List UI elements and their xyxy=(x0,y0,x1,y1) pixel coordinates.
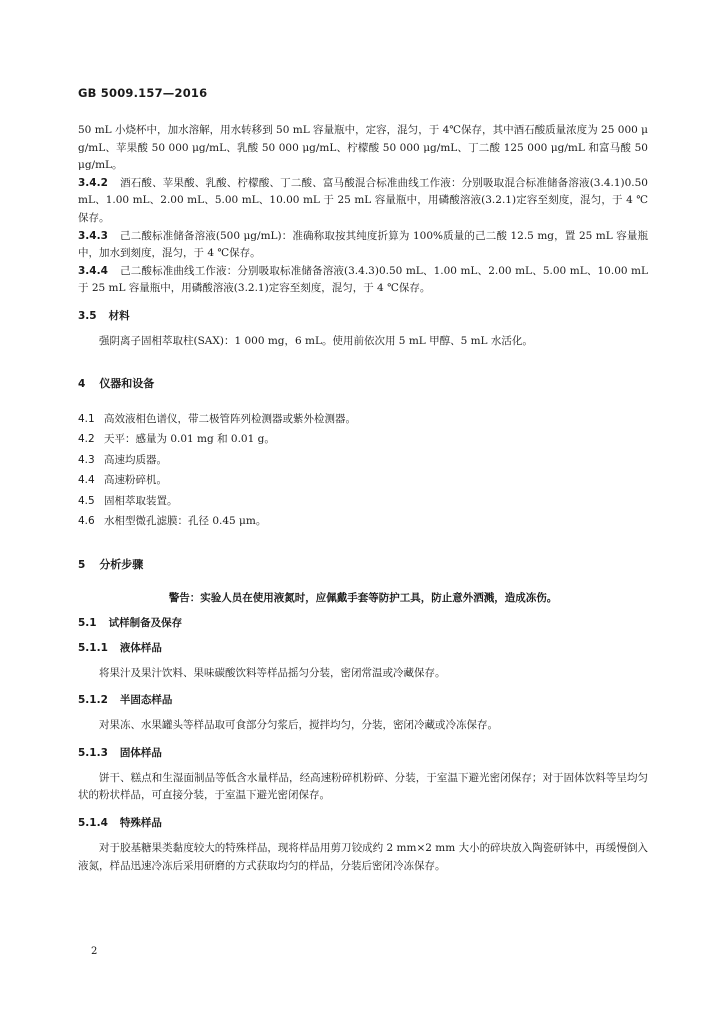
item-number: 4.5 xyxy=(78,494,95,507)
section-number: 3.5 xyxy=(78,309,97,322)
section-number: 5.1.3 xyxy=(78,746,108,759)
standard-code-header: GB 5009.157—2016 xyxy=(78,86,208,100)
item-text: 高速均质器。 xyxy=(104,453,167,466)
section-title: 材料 xyxy=(108,309,130,322)
clause-3-4-2 xyxy=(78,175,648,228)
clause-text: 己二酸标准曲线工作液：分别吸取标准储备溶液(3.4.3)0.50 mL、1.00 mL、2.00 mL、5.00 mL、10.00 mL 于 25 mL 容量瓶中，用磷酸溶液(3.2.1)定容至刻度，混匀，于 4 ℃保存。 xyxy=(78,264,648,295)
item-number: 4.1 xyxy=(78,412,95,425)
item-text: 高速粉碎机。 xyxy=(104,474,167,487)
sample-text-solid: 饼干、糕点和生湿面制品等低含水量样品，经高速粉碎机粉碎、分装，于室温下避光密闭保存；对于固体饮料等呈均匀状的粉状样品，可直接分装，于室温下避光密闭保存。 xyxy=(78,771,648,802)
item-number: 4.4 xyxy=(78,474,95,487)
sample-text-liquid: 将果汁及果汁饮料、果味碳酸饮料等样品摇匀分装，密闭常温或冷藏保存。 xyxy=(99,666,446,679)
sample-text-special: 对于胶基糖果类黏度较大的特殊样品，现将样品用剪刀铰成约 2 mm×2 mm 大小的碎块放入陶瓷研钵中，再缓慢倒入液氮，样品迅速冷冻后采用研磨的方式获取均匀的样品，分装后密闭冷冻保存。 xyxy=(78,841,648,872)
instruments-heading xyxy=(78,375,648,391)
warning-text: 警告：实验人员在使用液氮时，应佩戴手套等防护工具，防止意外洒溅，造成冻伤。 xyxy=(168,591,558,604)
continuation-paragraph: 50 mL 小烧杯中，加水溶解，用水转移到 50 mL 容量瓶中，定容，混匀，于 4℃保存，其中酒石酸质量浓度为 25 000 μg/mL、苹果酸 50 000 μg/mL、乳酸 50 000 μg/mL、柠檬酸 50 000 μg/mL、丁二酸 125 000 μg/mL 和富马酸 50 μg/mL。 xyxy=(78,124,648,172)
list-item xyxy=(78,450,648,471)
item-number: 4.3 xyxy=(78,453,95,466)
section-title: 固体样品 xyxy=(119,746,162,759)
clause-number: 3.4.3 xyxy=(78,229,108,242)
item-text: 高效液相色谱仪，带二极管阵列检测器或紫外检测器。 xyxy=(104,412,356,425)
list-item xyxy=(78,491,648,512)
clause-text: 酒石酸、苹果酸、乳酸、柠檬酸、丁二酸、富马酸混合标准曲线工作液：分别吸取混合标准储备溶液(3.4.1)0.50 mL、1.00 mL、2.00 mL、5.00 mL、10.00 mL 于 25 mL 容量瓶中，用磷酸溶液(3.2.1)定容至刻度，混匀，于 4 ℃保存。 xyxy=(78,176,648,224)
list-item xyxy=(78,511,648,532)
item-text: 固相萃取装置。 xyxy=(104,494,178,507)
list-item xyxy=(78,409,648,430)
clause-3-4-3 xyxy=(78,228,648,263)
sample-heading-solid xyxy=(78,745,648,760)
clause-text: 己二酸标准储备溶液(500 μg/mL)：准确称取按其纯度折算为 100%质量的己二酸 12.5 mg，置 25 mL 容量瓶中，加水到刻度，混匀，于 4 ℃保存。 xyxy=(78,229,648,260)
sample-heading-special xyxy=(78,815,648,830)
section-title: 分析步骤 xyxy=(99,557,144,571)
list-item xyxy=(78,470,648,491)
section-title: 仪器和设备 xyxy=(99,376,155,390)
sample-heading-liquid xyxy=(78,640,648,655)
analysis-heading xyxy=(78,556,648,572)
section-title: 半固态样品 xyxy=(119,694,173,707)
sample-text-semisolid: 对果冻、水果罐头等样品取可食部分匀浆后，搅拌均匀，分装，密闭冷藏或冷冻保存。 xyxy=(99,719,498,732)
sample-heading-semisolid xyxy=(78,692,648,707)
clause-number: 3.4.4 xyxy=(78,264,108,277)
page-number: 2 xyxy=(91,946,98,957)
sample-prep-heading xyxy=(78,615,648,630)
item-text: 天平：感量为 0.01 mg 和 0.01 g。 xyxy=(104,433,275,446)
item-number: 4.2 xyxy=(78,433,95,446)
section-title: 特殊样品 xyxy=(119,816,162,829)
clause-number: 3.4.2 xyxy=(78,176,108,189)
materials-heading xyxy=(78,308,648,323)
section-number: 5.1 xyxy=(78,616,97,629)
page-content xyxy=(78,122,648,875)
section-title: 液体样品 xyxy=(119,641,162,654)
clause-3-4-4 xyxy=(78,263,648,298)
item-number: 4.6 xyxy=(78,515,95,528)
list-item xyxy=(78,429,648,450)
materials-text: 强阴离子固相萃取柱(SAX)：1 000 mg，6 mL。使用前依次用 5 mL 甲醇、5 mL 水活化。 xyxy=(99,334,533,347)
instruments-list xyxy=(78,409,648,532)
section-number: 5.1.1 xyxy=(78,641,108,654)
section-number: 5.1.4 xyxy=(78,816,108,829)
section-title: 试样制备及保存 xyxy=(108,616,183,629)
section-number: 4 xyxy=(78,377,86,390)
section-number: 5 xyxy=(78,558,86,571)
section-number: 5.1.2 xyxy=(78,694,108,707)
item-text: 水相型微孔滤膜：孔径 0.45 μm。 xyxy=(104,515,267,528)
